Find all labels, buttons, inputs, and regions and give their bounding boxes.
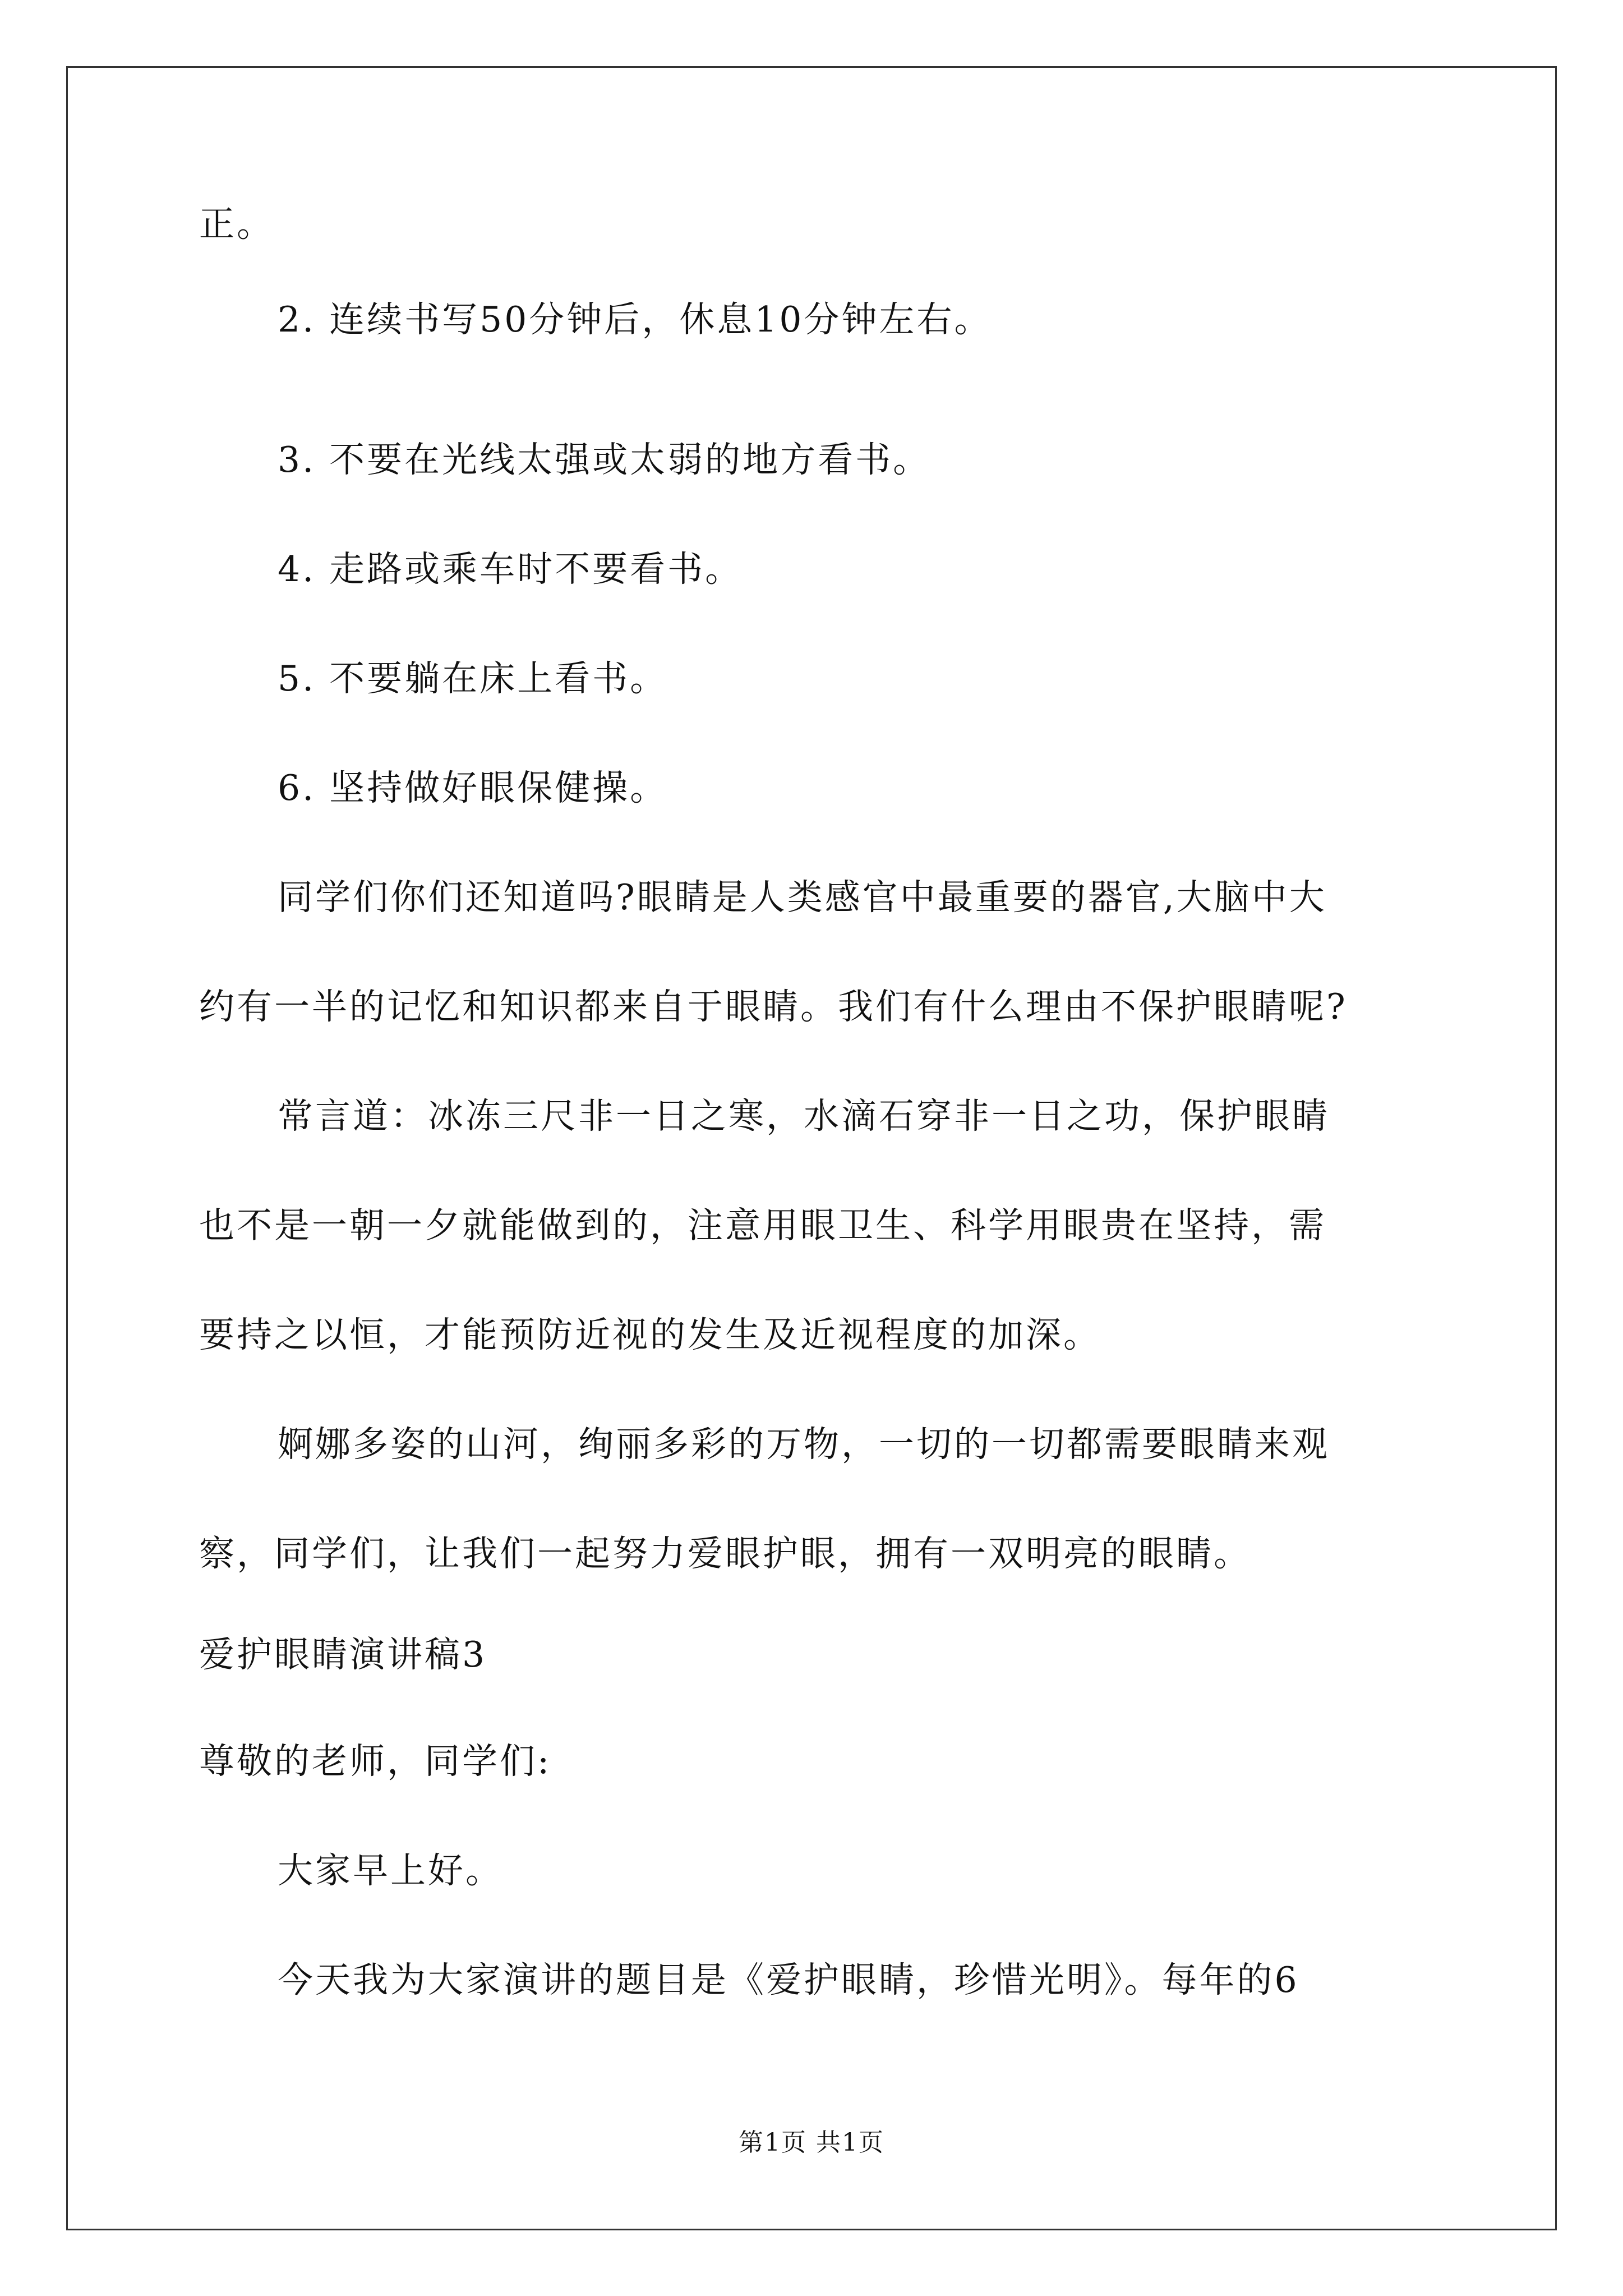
paragraph-line: 要持之以恒，才能预防近视的发生及近视程度的加深。 [199,1314,1101,1355]
paragraph-line: 今天我为大家演讲的题目是《爱护眼睛，珍惜光明》。每年的6 [278,1959,1299,2000]
list-item-4: 4. 走路或乘车时不要看书。 [278,549,743,590]
page-footer: 第1页 共1页 [739,2128,884,2157]
paragraph-line: 常言道：冰冻三尺非一日之寒，水滴石穿非一日之功，保护眼睛 [278,1096,1330,1137]
greeting: 大家早上好。 [278,1850,503,1891]
list-item-5: 5. 不要躺在床上看书。 [278,658,668,699]
list-item-6: 6. 坚持做好眼保健操。 [278,767,668,808]
paragraph-line: 婀娜多姿的山河，绚丽多彩的万物，一切的一切都需要眼睛来观 [278,1424,1330,1465]
salutation: 尊敬的老师，同学们: [199,1741,552,1782]
paragraph-line: 也不是一朝一夕就能做到的，注意用眼卫生、科学用眼贵在坚持，需 [199,1205,1326,1246]
page-border [66,66,1557,2230]
paragraph-line: 察，同学们，让我们一起努力爱眼护眼，拥有一双明亮的眼睛。 [199,1533,1251,1574]
paragraph-line: 同学们你们还知道吗?眼睛是人类感官中最重要的器官,大脑中大 [278,877,1327,918]
paragraph-line: 约有一半的记忆和知识都来自于眼睛。我们有什么理由不保护眼睛呢? [199,986,1348,1027]
paragraph-line-continuation: 正。 [199,204,274,245]
section-heading: 爱护眼睛演讲稿3 [199,1634,487,1675]
list-item-2: 2. 连续书写50分钟后，休息10分钟左右。 [278,299,992,340]
list-item-3: 3. 不要在光线太强或太弱的地方看书。 [278,439,931,480]
